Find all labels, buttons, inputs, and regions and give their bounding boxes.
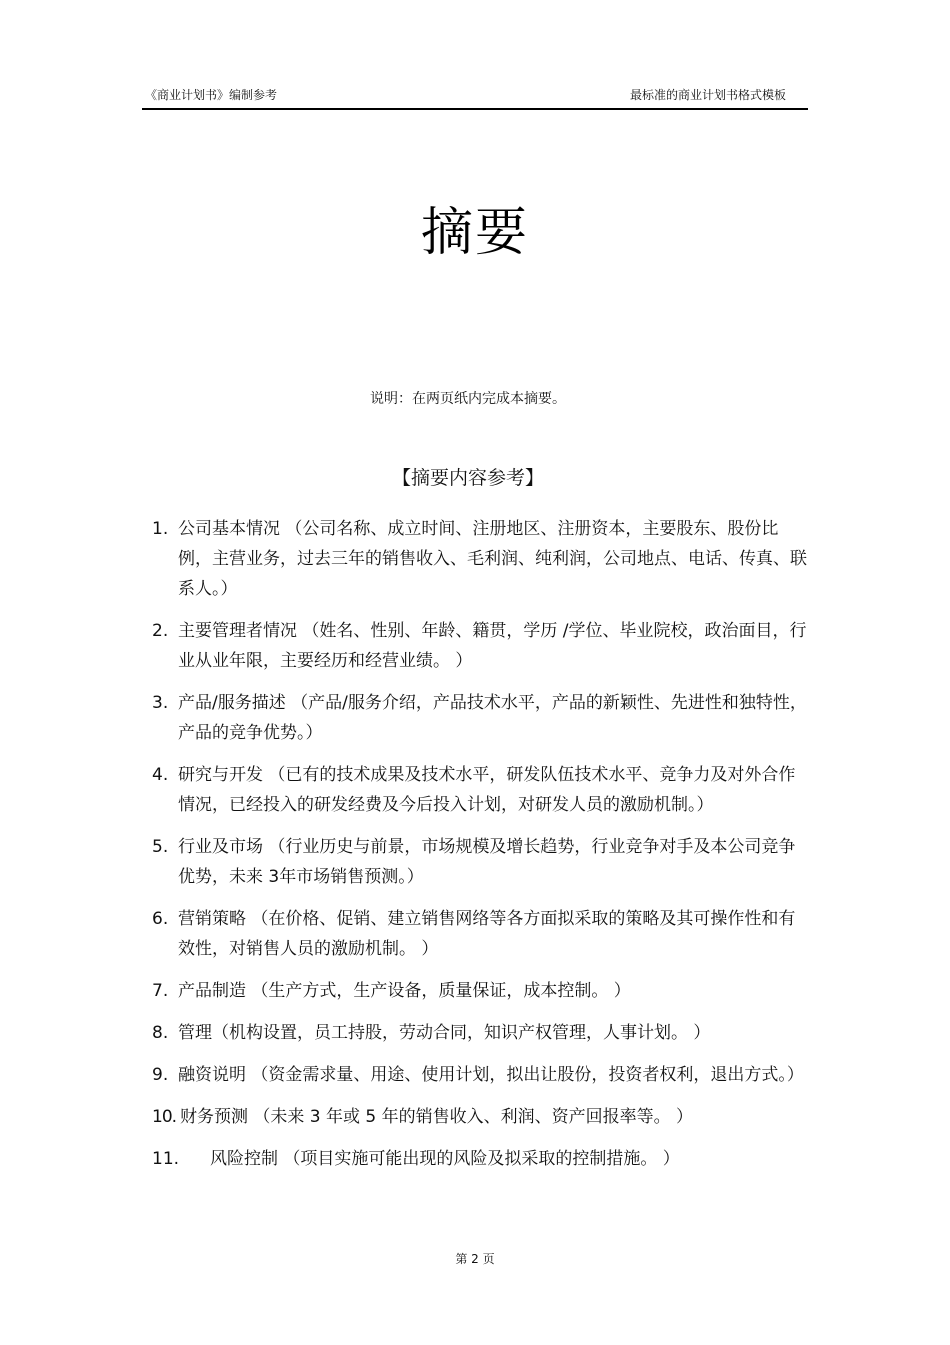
list-item bbox=[150, 688, 810, 748]
item-number: 11. bbox=[152, 1149, 180, 1169]
item-text: 公司基本情况 （公司名称、成立时间、注册地区、注册资本，主要股东、股份比例，主营业务，过去三年的销售收入、毛利润、纯利润，公司地点、电话、传真、联系人。） bbox=[178, 519, 807, 599]
item-number: 3. bbox=[152, 693, 169, 713]
summary-item-list bbox=[150, 514, 810, 1186]
item-number: 8. bbox=[152, 1023, 169, 1043]
list-item bbox=[150, 976, 810, 1006]
item-number: 1. bbox=[152, 519, 169, 539]
header-right-text: 最标准的商业计划书格式模板 bbox=[629, 88, 786, 102]
page-header bbox=[142, 84, 808, 110]
item-number: 9. bbox=[152, 1065, 169, 1085]
list-item bbox=[150, 1018, 810, 1048]
item-text: 研究与开发 （已有的技术成果及技术水平，研发队伍技术水平、竞争力及对外合作情况，已经投入的研发经费及今后投入计划，对研发人员的激励机制。） bbox=[178, 765, 796, 815]
item-number: 5. bbox=[152, 837, 169, 857]
item-number: 6. bbox=[152, 909, 169, 929]
list-item bbox=[150, 904, 810, 964]
list-item bbox=[150, 1102, 810, 1132]
item-text: 风险控制 （项目实施可能出现的风险及拟采取的控制措施。 ） bbox=[210, 1149, 680, 1169]
item-text: 营销策略 （在价格、促销、建立销售网络等各方面拟采取的策略及其可操作性和有效性，对销售人员的激励机制。 ） bbox=[178, 909, 796, 959]
item-number: 4. bbox=[152, 765, 169, 785]
list-item bbox=[150, 616, 810, 676]
item-text: 主要管理者情况 （姓名、性别、年龄、籍贯，学历 /学位、毕业院校，政治面目，行业从业年限，主要经历和经营业绩。 ） bbox=[178, 621, 807, 671]
item-text: 产品/服务描述 （产品/服务介绍，产品技术水平，产品的新颖性、先进性和独特性，产品的竞争优势。） bbox=[178, 693, 807, 743]
list-item bbox=[150, 514, 810, 604]
item-text: 管理（机构设置，员工持股，劳动合同，知识产权管理，人事计划。 ） bbox=[178, 1023, 711, 1043]
item-text: 财务预测 （未来 3 年或 5 年的销售收入、利润、资产回报率等。 ） bbox=[180, 1107, 694, 1127]
item-number: 2. bbox=[152, 621, 169, 641]
item-text: 行业及市场 （行业历史与前景，市场规模及增长趋势，行业竞争对手及本公司竞争优势，未来 3年市场销售预测。） bbox=[178, 837, 796, 887]
page-number: 第 2 页 bbox=[455, 1252, 495, 1266]
item-number: 7. bbox=[152, 981, 169, 1001]
list-item bbox=[150, 832, 810, 892]
item-text: 产品制造 （生产方式，生产设备，质量保证，成本控制。 ） bbox=[178, 981, 631, 1001]
section-heading: 【摘要内容参考】 bbox=[391, 467, 544, 489]
list-item bbox=[150, 760, 810, 820]
list-item bbox=[150, 1060, 810, 1090]
page-title: 摘要 bbox=[420, 203, 529, 263]
instruction-note: 说明：在两页纸内完成本摘要。 bbox=[370, 391, 566, 407]
item-number: 10. bbox=[152, 1107, 177, 1127]
list-item bbox=[150, 1144, 810, 1174]
item-text: 融资说明 （资金需求量、用途、使用计划，拟出让股份，投资者权利，退出方式。） bbox=[178, 1065, 804, 1085]
header-left-text: 《商业计划书》编制参考 bbox=[145, 88, 278, 102]
